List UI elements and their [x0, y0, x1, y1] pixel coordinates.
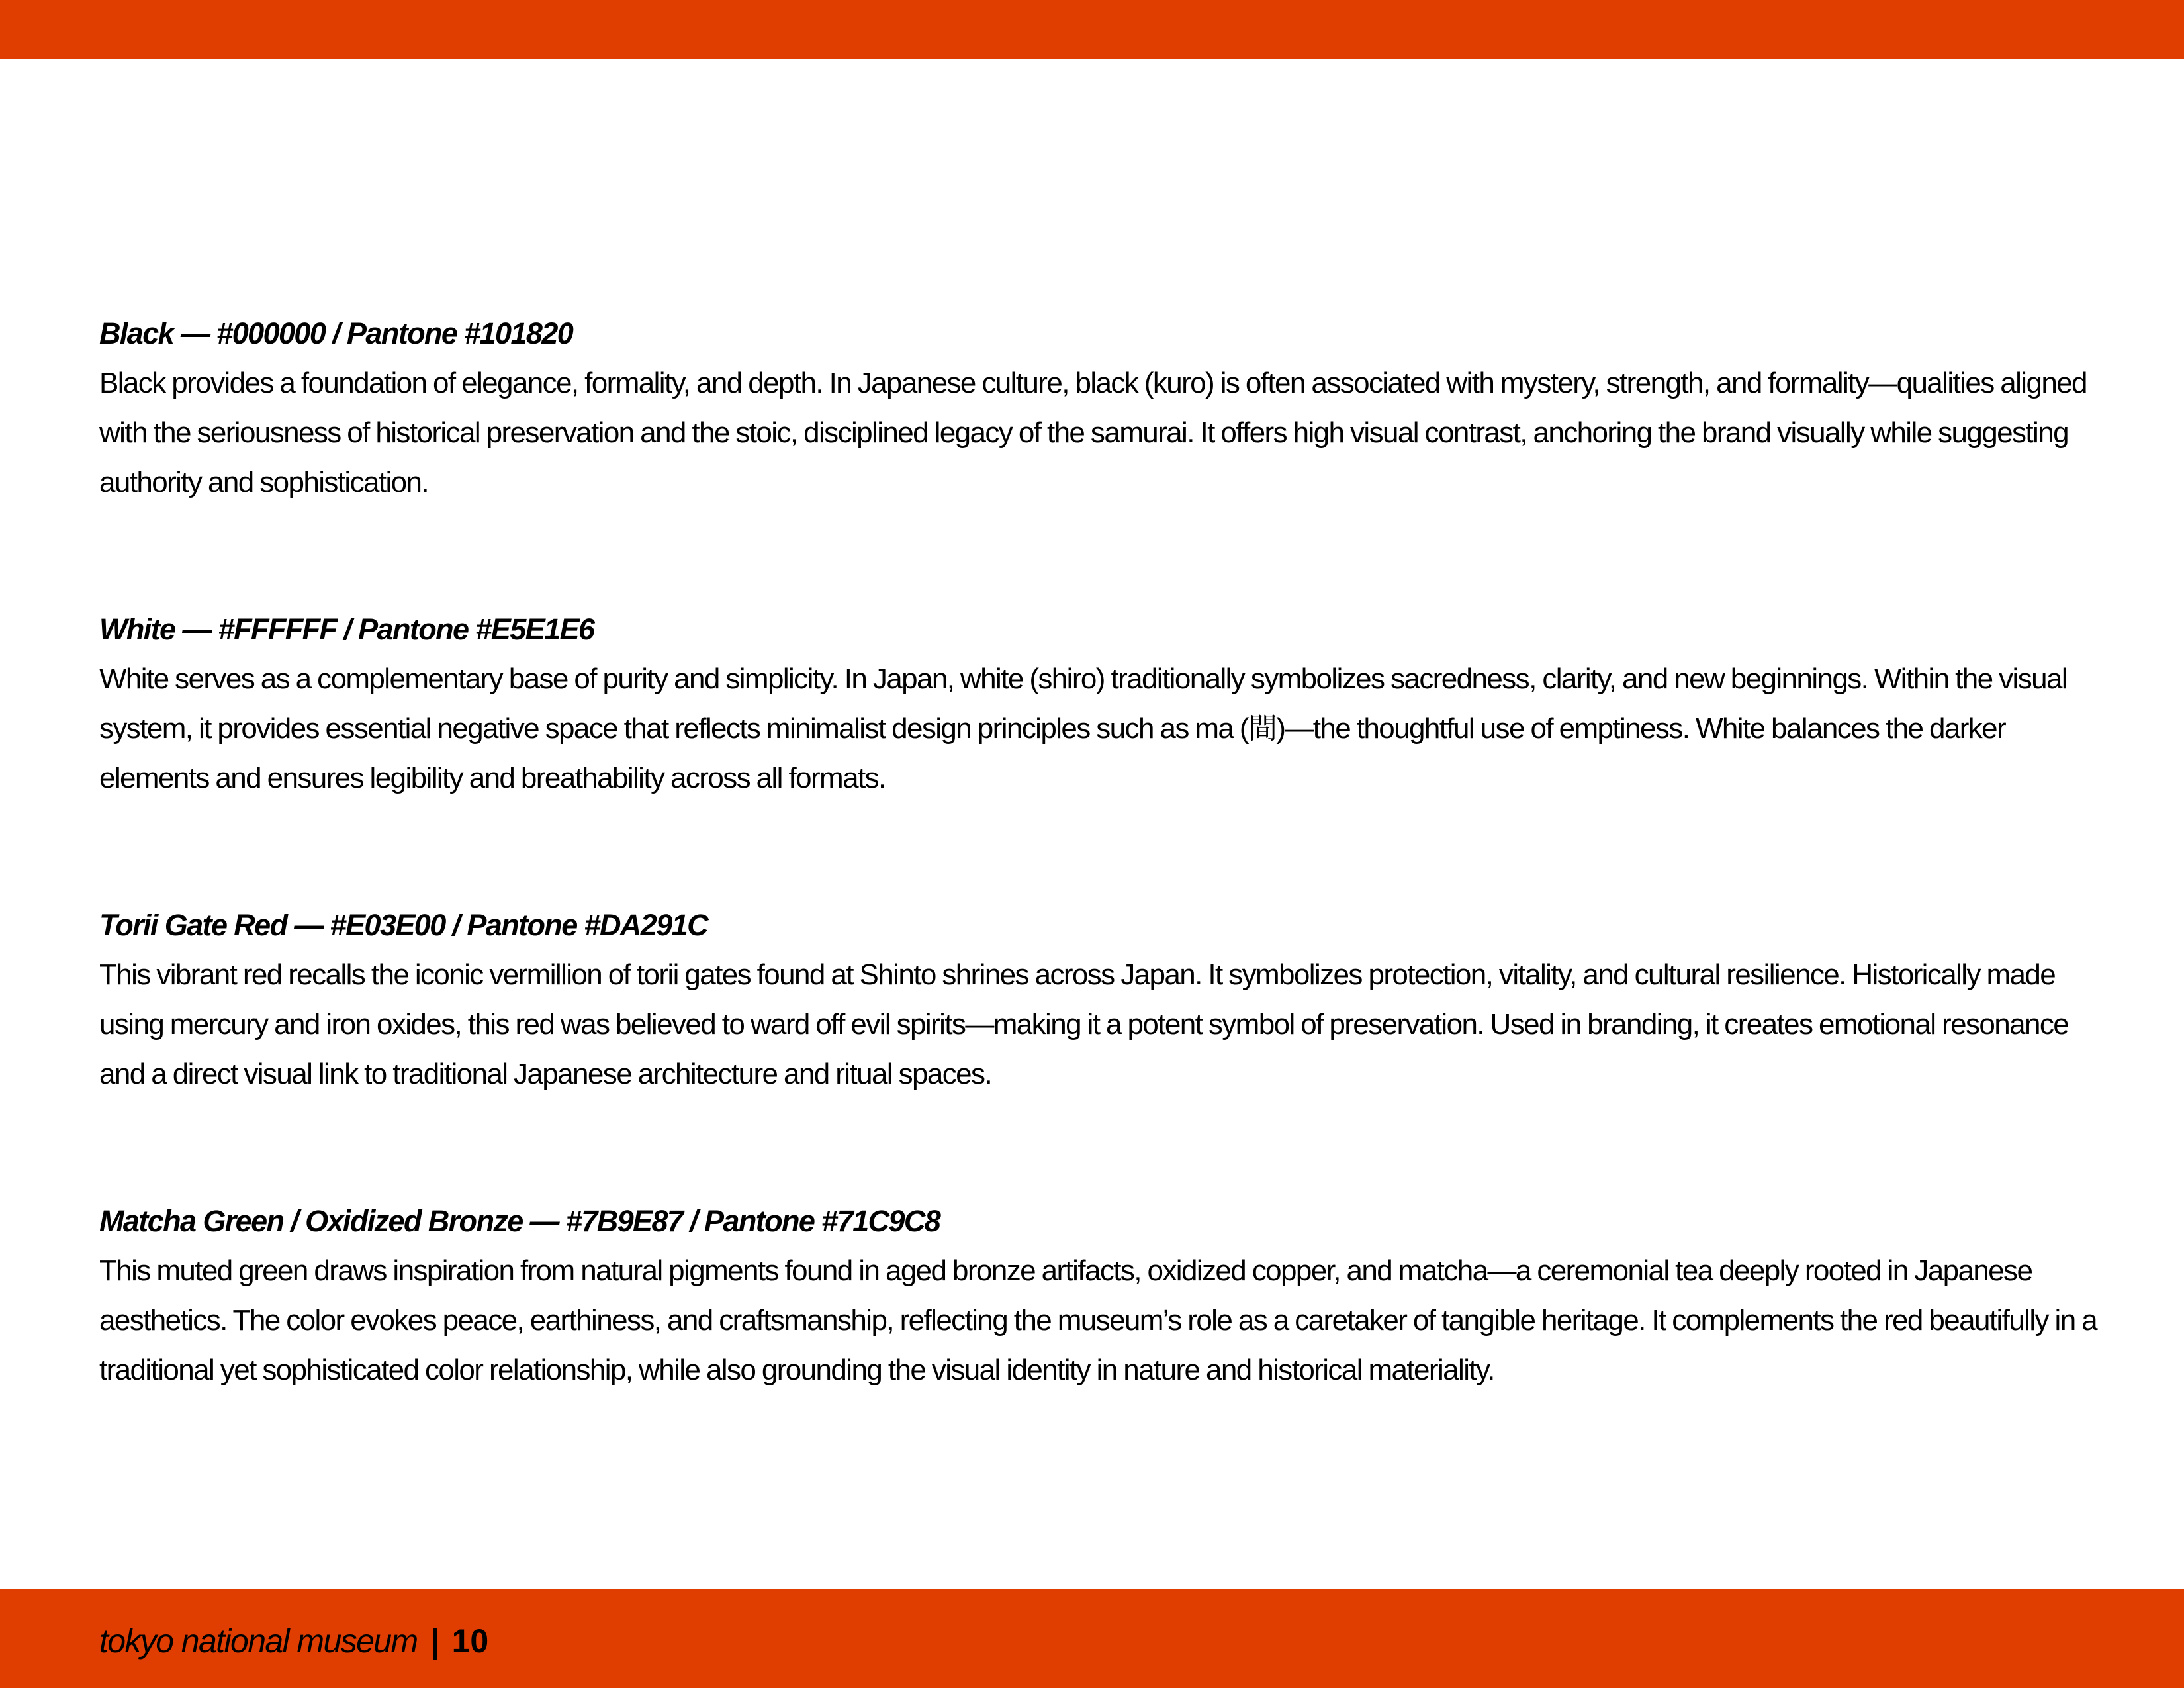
color-section-white [99, 604, 2118, 803]
footer-museum-name: tokyo national museum [99, 1622, 418, 1660]
section-body: Black provides a foundation of elegance, formality, and depth. In Japanese culture, black (kuro) is often associated with mystery, strength, and formality—qualities aligned with the seriousness of historical preservation and the stoic, disciplined legacy of the samurai. It offers high visual contrast, anchoring the brand visually while suggesting authority and sophistication. [99, 367, 2087, 498]
footer-separator: | [430, 1622, 440, 1660]
top-accent-bar [0, 0, 2184, 59]
color-section-matcha-green [99, 1196, 2118, 1395]
section-body: This muted green draws inspiration from natural pigments found in aged bronze artifacts, oxidized copper, and matcha—a ceremonial tea deeply rooted in Japanese aesthetics. The color evokes peace, earthiness, and craftsmanship, reflecting the museum’s role as a caretaker of tangible heritage. It complements the red beautifully in a traditional yet sophisticated color relationship, while also grounding the visual identity in nature and historical materiality. [99, 1254, 2097, 1386]
color-section-black [99, 308, 2118, 507]
color-section-torii-red [99, 900, 2118, 1099]
section-body: This vibrant red recalls the iconic vermillion of torii gates found at Shinto shrines across Japan. It symbolizes protection, vitality, and cultural resilience. Historically made using mercury and iron oxides, this red was believed to ward off evil spirits—making it a potent symbol of preservation. Used in branding, it creates emotional resonance and a direct visual link to traditional Japanese architecture and ritual spaces. [99, 959, 2069, 1090]
section-body: White serves as a complementary base of purity and simplicity. In Japan, white (shiro) traditionally symbolizes sacredness, clarity, and new beginnings. Within the visual system, it provides essential negative space that reflects minimalist design principles such as ma (間)—the thoughtful use of emptiness. White balances the darker elements and ensures legibility and breathability across all formats. [99, 663, 2068, 794]
section-heading: White — #FFFFFF / Pantone #E5E1E6 [99, 612, 594, 646]
section-heading: Torii Gate Red — #E03E00 / Pantone #DA291C [99, 908, 707, 942]
section-heading: Black — #000000 / Pantone #101820 [99, 316, 573, 350]
footer [99, 1618, 488, 1664]
section-heading: Matcha Green / Oxidized Bronze — #7B9E87 / Pantone #71C9C8 [99, 1204, 940, 1238]
page-number: 10 [451, 1622, 489, 1660]
color-palette-descriptions [99, 308, 2118, 1395]
